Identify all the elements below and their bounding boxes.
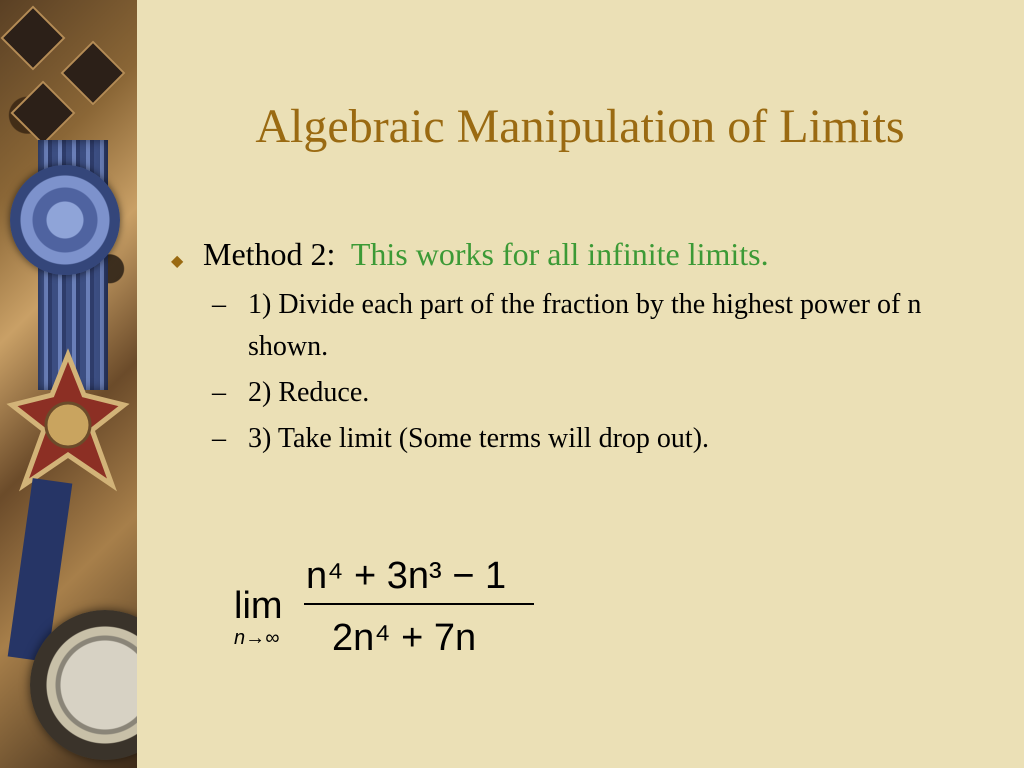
- method-description: This works for all infinite limits.: [350, 236, 769, 272]
- step-text: 1) Divide each part of the fraction by the highest power of n shown.: [248, 289, 922, 362]
- formula-denominator: 2n⁴ + 7n: [332, 617, 477, 659]
- step-text: 2) Reduce.: [248, 377, 370, 408]
- formula-numerator: n⁴ + 3n³ − 1: [306, 555, 507, 597]
- decorative-medal-collage-image: [0, 0, 137, 768]
- dash-bullet: –: [212, 377, 226, 408]
- step-item: [168, 284, 988, 368]
- bullet-list: [168, 232, 988, 460]
- slide-title: Algebraic Manipulation of Limits: [255, 100, 905, 153]
- formula-subscript: n→∞: [234, 627, 280, 649]
- step-item: [168, 372, 988, 414]
- step-item: [168, 418, 988, 460]
- diamond-bullet-icon: ◆: [171, 253, 184, 270]
- limit-formula: [228, 548, 548, 673]
- dash-bullet: –: [212, 423, 226, 454]
- dash-bullet: –: [212, 289, 226, 320]
- formula-lim: lim: [234, 585, 283, 627]
- method-label: Method 2:: [203, 236, 336, 272]
- step-text: 3) Take limit (Some terms will drop out).: [248, 423, 710, 454]
- main-bullet: [168, 232, 988, 276]
